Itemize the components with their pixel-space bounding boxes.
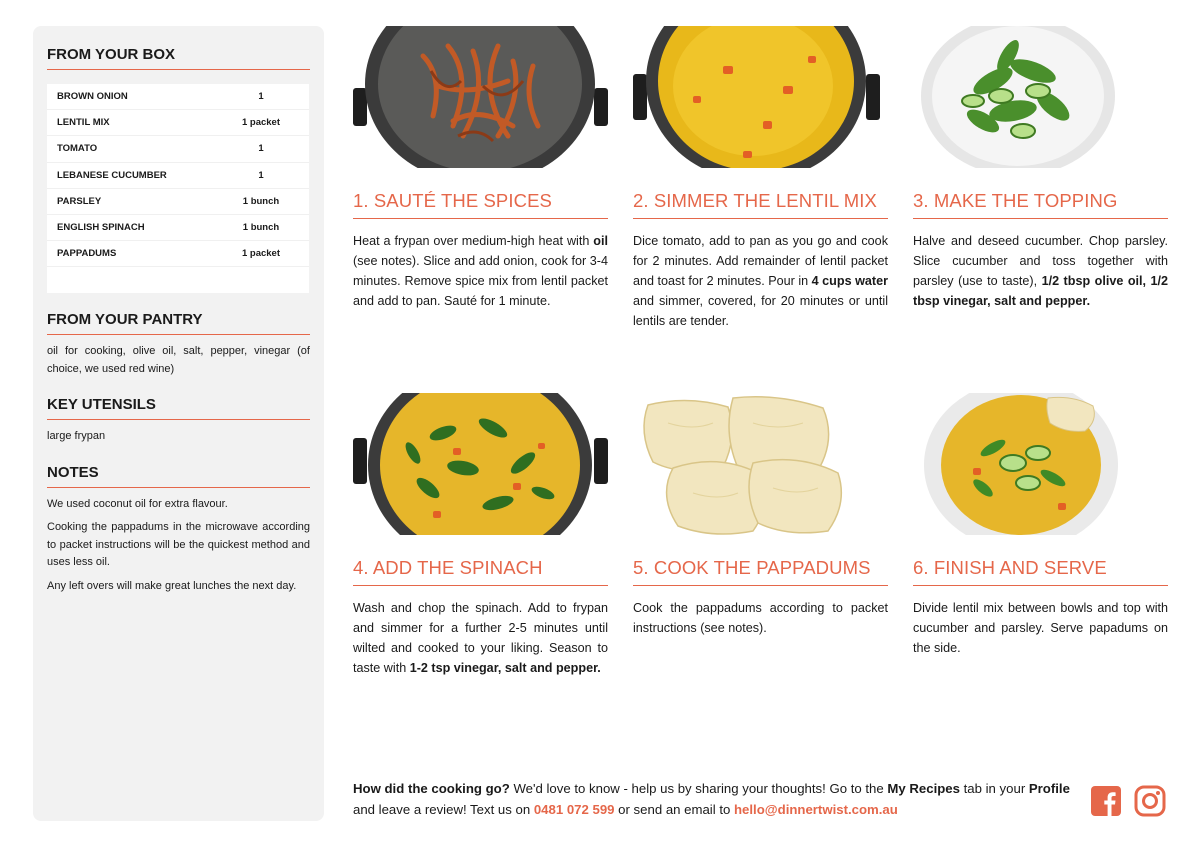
step-1-image: [353, 26, 608, 168]
utensils-text: large frypan: [47, 430, 106, 443]
ingredient-name: LENTIL MIX: [57, 117, 110, 129]
note-item: Any left overs will make great lunches the next day.: [47, 579, 297, 592]
facebook-icon[interactable]: [1090, 785, 1122, 822]
step-text: Dice tomato, add to pan as you go and cook for 2 minutes. Add remainder of lentil packet and toast for 2 minutes. Pour in: [633, 234, 888, 288]
ingredient-qty: 1 bunch: [242, 195, 280, 207]
footer-text: and leave a review! Text us on: [353, 802, 534, 817]
step-5-image: [633, 393, 888, 535]
notes-heading: NOTES: [47, 464, 310, 488]
ingredient-name: TOMATO: [57, 143, 98, 155]
step-text-bold: 4 cups water: [811, 274, 888, 288]
footer-question: How did the cooking go?: [353, 781, 510, 796]
sidebar: [33, 26, 324, 821]
step-3: [913, 26, 1168, 311]
step-text-bold: 1/2 tbsp olive oil, 1/2 tbsp vinegar, salt and pepper.: [913, 274, 1169, 308]
step-text: and simmer, covered, for 20 minutes or until lentils are tender.: [633, 294, 888, 328]
instagram-icon[interactable]: [1134, 785, 1166, 822]
step-text: Divide lentil mix between bowls and top with cucumber and parsley. Serve papadums on the side.: [913, 601, 1168, 655]
step-text-bold: oil: [593, 234, 608, 248]
step-6: [913, 393, 1168, 658]
step-1: [353, 26, 608, 311]
notes-section: [47, 464, 310, 596]
table-row: [47, 241, 309, 267]
step-4-title: 4. ADD THE SPINACH: [353, 557, 608, 586]
step-2-image: [633, 26, 888, 168]
ingredient-name: ENGLISH SPINACH: [57, 222, 145, 234]
ingredient-qty: 1 packet: [241, 248, 281, 260]
table-row: [47, 163, 309, 189]
step-text: Wash and chop the spinach. Add to frypan and simmer for a further 2-5 minutes until wilted and cooked to your liking. Season to taste with: [353, 601, 608, 675]
profile-link[interactable]: Profile: [1028, 781, 1070, 796]
ingredient-qty: 1 packet: [241, 117, 281, 129]
step-4: [353, 393, 608, 678]
box-heading: FROM YOUR BOX: [47, 46, 310, 70]
table-row: [47, 84, 309, 110]
note-item: Cooking the pappadums in the microwave according to packet instructions will be the quickest method and uses less oil.: [47, 521, 310, 569]
step-4-body: [353, 598, 608, 678]
footer-text: We'd love to know - help us by sharing your thoughts! Go to the: [509, 781, 888, 796]
step-2-title: 2. SIMMER THE LENTIL MIX: [633, 190, 888, 219]
my-recipes-link[interactable]: My Recipes: [887, 781, 960, 796]
ingredient-name: LEBANESE CUCUMBER: [57, 169, 167, 181]
table-row: [47, 215, 309, 241]
footer-text: tab in your: [959, 781, 1029, 796]
step-1-title: 1. SAUTÉ THE SPICES: [353, 190, 608, 219]
step-6-title: 6. FINISH AND SERVE: [913, 557, 1168, 586]
step-2-body: [633, 231, 888, 331]
ingredient-qty: 1: [258, 91, 264, 103]
step-text: (see notes). Slice and add onion, cook for 3-4 minutes. Remove spice mix from lentil packet and add to pan. Sauté for 1 minute.: [353, 254, 608, 308]
email-link[interactable]: hello@dinnertwist.com.au: [734, 802, 898, 817]
phone-link[interactable]: 0481 072 599: [533, 802, 615, 817]
step-5-body: [633, 598, 888, 638]
utensils-section: [47, 396, 310, 446]
note-item: We used coconut oil for extra flavour.: [47, 497, 228, 510]
pantry-section: [47, 311, 310, 378]
pantry-text: oil for cooking, olive oil, salt, pepper, vinegar (of choice, we used red wine): [47, 345, 310, 375]
step-5: [633, 393, 888, 638]
table-row-empty: [47, 267, 309, 293]
step-2: [633, 26, 888, 331]
step-3-body: [913, 231, 1168, 311]
table-row: [47, 110, 309, 136]
footer-text: or send an email to: [614, 802, 734, 817]
box-ingredients-table: [47, 84, 309, 293]
step-6-image: [913, 393, 1168, 535]
step-text: Heat a frypan over medium-high heat with: [353, 234, 594, 248]
ingredient-qty: 1: [258, 143, 264, 155]
step-6-body: [913, 598, 1168, 658]
table-row: [47, 189, 309, 215]
step-text-bold: 1-2 tsp vinegar, salt and pepper.: [409, 661, 601, 675]
ingredient-name: BROWN ONION: [57, 91, 128, 103]
step-5-title: 5. COOK THE PAPPADUMS: [633, 557, 888, 586]
step-text: Halve and deseed cucumber. Chop parsley. Slice cucumber and toss together with parsley (use to taste),: [913, 234, 1168, 288]
ingredient-qty: 1: [258, 169, 264, 181]
ingredient-name: PAPPADUMS: [57, 248, 117, 260]
review-footer: [353, 778, 1073, 820]
step-3-image: [913, 26, 1168, 168]
step-4-image: [353, 393, 608, 535]
utensils-heading: KEY UTENSILS: [47, 396, 310, 420]
step-text: Cook the pappadums according to packet instructions (see notes).: [633, 601, 888, 635]
step-1-body: [353, 231, 608, 311]
step-3-title: 3. MAKE THE TOPPING: [913, 190, 1168, 219]
table-row: [47, 136, 309, 162]
pantry-heading: FROM YOUR PANTRY: [47, 311, 310, 335]
ingredient-name: PARSLEY: [57, 195, 102, 207]
ingredient-qty: 1 bunch: [242, 222, 280, 234]
